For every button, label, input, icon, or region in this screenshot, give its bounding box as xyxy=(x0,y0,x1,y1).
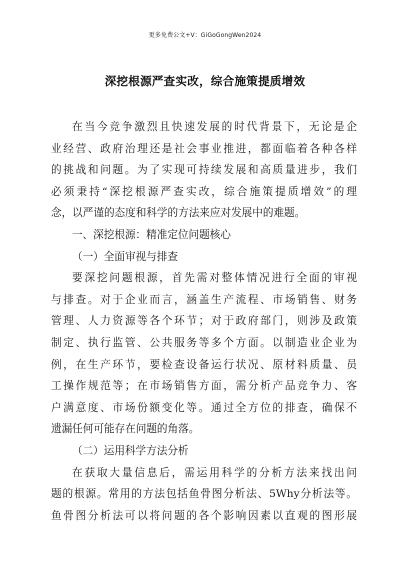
document-title: 深挖根源严查实改，综合施策提质增效 xyxy=(104,74,306,88)
text-line: 制定、执行监管、公共服务等多个方面。以制造业企业为 xyxy=(51,336,357,349)
text-line: 例，在生产环节，要检查设备运行状况、原材料质量、员 xyxy=(51,358,357,371)
text-line: 管理、人力资源等各个环节；对于政府部门，则涉及政策 xyxy=(51,315,357,328)
text-line: 鱼骨图分析法可以将问题的各个影响因素以直观的图形展 xyxy=(51,509,357,522)
text-line: （二）运用科学方法分析 xyxy=(72,444,189,457)
header-note: 更多免费公文+V：GiGoGongWen2024 xyxy=(148,32,262,39)
text-line: 的挑战和问题。为了实现可持续发展和高质量进步，我们 xyxy=(51,164,357,177)
text-line: 一、深挖根源：精准定位问题核心 xyxy=(72,228,231,241)
text-line: 遗漏任何可能存在问题的角落。 xyxy=(51,423,200,436)
text-line: 要深挖问题根源，首先需对整体情况进行全面的审视 xyxy=(72,272,357,285)
text-line: 业经营、政府治理还是社会事业推进，都面临着各种各样 xyxy=(51,142,357,155)
text-line: 必须秉持“深挖根源严查实改，综合施策提质增效”的理 xyxy=(51,185,357,198)
text-line: 题的根源。常用的方法包括鱼骨图分析法、5Why分析法等。 xyxy=(51,488,357,501)
text-line: 在获取大量信息后，需运用科学的分析方法来找出问 xyxy=(72,466,357,479)
text-line: 念，以严谨的态度和科学的方法来应对发展中的难题。 xyxy=(51,207,306,220)
text-line: 工操作规范等；在市场销售方面，需分析产品竞争力、客 xyxy=(51,380,357,393)
text-line: 户满意度、市场份额变化等。通过全方位的排查，确保不 xyxy=(51,401,357,414)
document-body xyxy=(51,117,357,527)
text-line: （一）全面审视与排查 xyxy=(72,250,178,263)
text-line: 与排查。对于企业而言，涵盖生产流程、市场销售、财务 xyxy=(51,293,357,306)
text-line: 在当今竞争激烈且快速发展的时代背景下，无论是企 xyxy=(72,121,357,133)
